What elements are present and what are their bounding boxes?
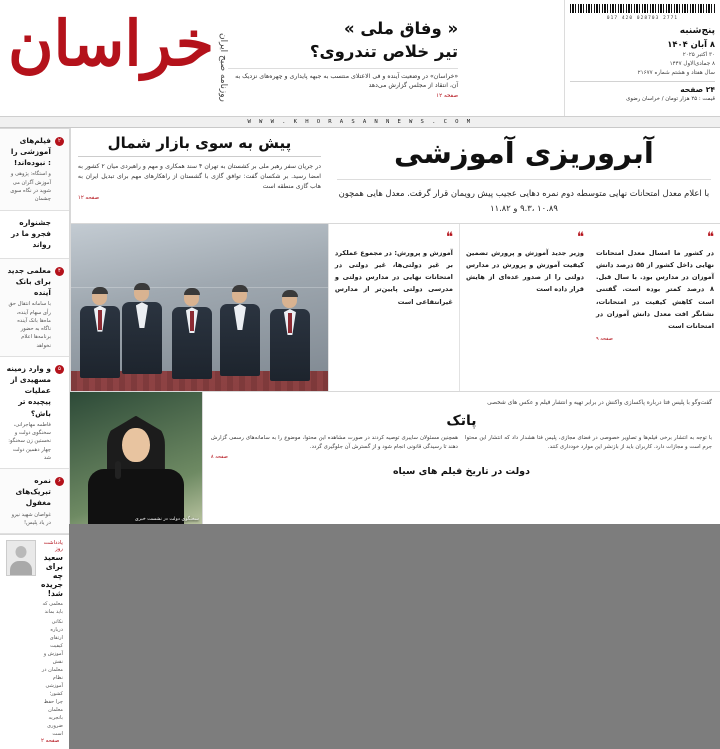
figure-head bbox=[282, 291, 297, 308]
page-body bbox=[0, 128, 720, 745]
logo-subtitle: روزنامه صبح ایران bbox=[218, 33, 229, 102]
photo-figure bbox=[220, 286, 260, 376]
top-stories-row bbox=[70, 128, 720, 224]
figure-hair bbox=[92, 287, 108, 294]
bottom-body-columns bbox=[211, 434, 712, 451]
sidebar-item-3[interactable] bbox=[0, 259, 69, 357]
bottom-photo bbox=[70, 392, 202, 524]
figure-hair bbox=[282, 290, 298, 297]
figure-tie bbox=[190, 311, 194, 331]
sidebar-note-text bbox=[41, 540, 63, 744]
main-story[interactable] bbox=[328, 128, 720, 223]
sidebar-item-4[interactable] bbox=[0, 357, 69, 469]
avatar-head bbox=[16, 546, 27, 558]
figure-hair bbox=[134, 283, 150, 290]
photo-podium bbox=[88, 469, 184, 524]
figure-shirt bbox=[234, 304, 246, 330]
sidebar-item-title: فیلم‌های آموزشی را : نبوده‌اند! bbox=[10, 136, 51, 168]
sidebar-note-subtitle: معلمی که باید بماند bbox=[42, 601, 63, 616]
barcode-number: 2771 028703 420 017 bbox=[606, 16, 679, 21]
sidebar-note-page-ref: صفحه ۲ bbox=[41, 738, 60, 745]
bottom-headline-secondary: دولت در تاریخ فیلم های سیاه bbox=[392, 466, 530, 478]
bottom-story[interactable] bbox=[202, 392, 720, 524]
masthead-info-panel bbox=[564, 0, 720, 127]
bottom-body-col1: با توجه به انتشار برخی فیلم‌ها و تصاویر خصوصی در فضای مجازی، پلیس فتا هشدار داد که انتشار این محتوا جرم است و مجازات دارد. کاربران باید از بازنشر این موارد خودداری کنند. bbox=[464, 435, 712, 450]
quote-column-1[interactable] bbox=[590, 224, 720, 391]
figure-head bbox=[184, 289, 199, 306]
lead-headline-line1: « وفاق ملی » bbox=[343, 19, 459, 39]
quote-column-2[interactable] bbox=[459, 224, 590, 391]
figure-body bbox=[220, 304, 260, 376]
north-page-ref: صفحه ۱۲ bbox=[77, 195, 100, 202]
bottom-headline: پاتک bbox=[446, 413, 477, 430]
quote-text: وزیر جدید آموزش و پرورش تضمین کیفیت آموزش و پرورش در مدارس دولتی را از صدور عده‌ای از هایش قرار داده است bbox=[465, 248, 584, 294]
figure-body bbox=[80, 306, 120, 378]
sidebar-item-title: معلمی جدید برای بانک آینده bbox=[7, 265, 51, 298]
sidebar-note-body: نکاتی درباره ارتقای کیفیت آموزش و نقش معلمان در نظام آموزشی کشور؛ چرا حفظ معلمان باتجربه ضروری است bbox=[41, 619, 63, 738]
microphone-icon bbox=[115, 461, 121, 479]
sidebar-item-5[interactable] bbox=[0, 469, 69, 534]
date-block bbox=[570, 25, 715, 78]
lead-headline-line2: تیر خلاص تندروی؟ bbox=[309, 41, 459, 61]
quote-text: آموزش و پرورش: در مجموع عملکرد بر غیر دولتی‌ها، غیر دولتی در امتحانات نهایی در مدارس دولتی و مدرسی دولتی پایین‌تر از مدارس غیرانتفاعی است bbox=[334, 248, 453, 306]
sidebar bbox=[0, 128, 70, 745]
website-url[interactable]: W W W . K H O R A S A N N E W S . C O M bbox=[0, 116, 720, 127]
sidebar-note-tag: یادداشت روز bbox=[43, 540, 63, 553]
bottom-photo-caption: سخنگوی دولت در نشست خبری bbox=[134, 517, 199, 522]
sidebar-item-1[interactable] bbox=[0, 129, 69, 211]
north-body: در جریان سفر رهبر ملی بر کشستان به تهران ۴ سند همکاری و مهم و راهبردی میان ۲ کشور به امضا رسید. بر شکسان گفت: توافق گازی با گشستان از راهکارهای مهم برای تبدیل ایران به هاب گازی منطقه است bbox=[77, 163, 321, 191]
quote-mark-icon: ❝ bbox=[445, 229, 453, 245]
photo-figure bbox=[122, 284, 162, 374]
sidebar-note[interactable] bbox=[0, 534, 69, 749]
main-kicker: با اعلام معدل امتحانات نهایی متوسطه دوم نمره دهایی عجیب پیش رو‌یمان قرار گرفت. معدل هایی همچون ۱۰.۸۹ ،۹.۳ و ۱۱.۸۲ bbox=[337, 179, 711, 217]
sidebar-item-desc: و استگاه: پژوهی و آموزش آگران می شوید در نگاه سوی چشمان bbox=[10, 171, 51, 203]
date-jalali: ۸ آبان ۱۴۰۴ bbox=[667, 39, 715, 50]
figure-tie bbox=[288, 313, 292, 333]
day-of-week: پنج‌شنبه bbox=[679, 26, 715, 36]
newspaper-logo[interactable] bbox=[8, 7, 229, 102]
mid-row bbox=[70, 224, 720, 392]
lead-headline[interactable] bbox=[228, 18, 458, 98]
north-market-story[interactable] bbox=[70, 128, 328, 223]
avatar bbox=[6, 540, 36, 576]
quote-text: در کشور ما امسال معدل امتحانات نهایی داخل کشور از ۵۵ درصد دانش آموزان در مدارس بود. با سال قبل. ۸ درصد کمتر بوده است. گفتنی است کاهش کیفیت در امتحانات، نشانگر افت معدل دانش آموزان در امتحانات است bbox=[595, 248, 714, 331]
figure-body bbox=[122, 302, 162, 374]
north-headline: پیش به سوی بازار شمال bbox=[78, 134, 321, 157]
figure-shirt bbox=[136, 302, 148, 328]
figure-head bbox=[232, 286, 247, 303]
pages-count: ۲۴ صفحه bbox=[680, 84, 715, 94]
sidebar-item-badge: ۲ bbox=[55, 137, 64, 146]
sidebar-item-title: جشنواره فجرو ما در رواند bbox=[11, 217, 51, 249]
quote-mark-icon: ❝ bbox=[576, 229, 584, 245]
main-headline: آبروریزی آموزشی bbox=[394, 136, 654, 170]
sidebar-note-title: سعید برای چه جریده شد! bbox=[41, 553, 63, 599]
quote-column-3[interactable] bbox=[328, 224, 459, 391]
figure-hair bbox=[184, 288, 200, 295]
main-column bbox=[70, 128, 720, 524]
masthead bbox=[0, 0, 720, 128]
sidebar-item-desc: با سامانه انتقال حق رأی سهام آینده، ماه‌ها بانک آینده ناگاه به حضور برنامه‌ها اعلام نخواهد bbox=[8, 301, 51, 349]
figure-body bbox=[172, 307, 212, 379]
figure-body bbox=[270, 309, 310, 381]
photo-figure bbox=[172, 289, 212, 379]
issue-line: سال هفتاد و هشتم شماره ۲۱۶۷۷ bbox=[637, 70, 715, 77]
sidebar-item-desc: غواصان شهید نیرو در یاد پلیس! bbox=[11, 511, 51, 526]
lead-page-ref: صفحه ۱۲ bbox=[436, 92, 459, 99]
date-gregorian: ۳۰ اکتبر ۲۰۲۵ bbox=[682, 52, 715, 59]
figure-head bbox=[134, 284, 149, 301]
sidebar-item-badge: ۵ bbox=[55, 365, 64, 374]
photo-face bbox=[122, 428, 150, 462]
logo-title: خراسان bbox=[8, 7, 215, 81]
date-hijri: ۸ جمادی‌الاول ۱۴۴۷ bbox=[669, 61, 715, 68]
figure-head bbox=[92, 288, 107, 305]
bottom-row bbox=[70, 392, 720, 524]
sidebar-item-title: نمره تبریک‌های مغفول bbox=[15, 476, 51, 508]
avatar-body bbox=[10, 561, 32, 575]
sidebar-item-title: و وارد زمینه مسهیدی از عملیات پیچیده تر باش؟ bbox=[6, 364, 51, 418]
sidebar-item-badge: ۶ bbox=[55, 477, 64, 486]
quote-page-ref: صفحه ۹ bbox=[595, 336, 613, 343]
masthead-title-area bbox=[0, 0, 564, 127]
bottom-body-col2: همچنین مسئولان سایبری توصیه کردند در صورت مشاهده این محتوا، موضوع را به سامانه‌های رسمی گزارش دهند تا رسیدگی قانونی انجام شود و از گسترش آن جلوگیری گردد. bbox=[210, 435, 458, 450]
barcode-icon bbox=[570, 4, 715, 13]
quote-mark-icon: ❝ bbox=[707, 229, 714, 245]
bottom-page-ref: صفحه ۸ bbox=[210, 454, 228, 461]
photo-figure bbox=[270, 291, 310, 381]
bottom-sub: گفت‌وگو با پلیس فتا درباره پاکسازی واکنش در برابر تهیه و انتشار فیلم و عکس های شخصی bbox=[487, 400, 712, 406]
figure-tie bbox=[98, 310, 102, 330]
photo-figure bbox=[80, 288, 120, 378]
sidebar-item-2[interactable] bbox=[0, 211, 69, 259]
lead-deck: «خراسان» در وضعیت آینده و فی الاعتلای منتسب به جبهه پایداری و چهره‌های نزدیک به آن، انتقاد از مجلس گزارش می‌دهد bbox=[228, 68, 458, 91]
figure-hair bbox=[232, 285, 248, 292]
sidebar-item-desc: فاطمه مهاجرانی، سخنگوی دولت و نخستین زن سخنگو: چهار دهمین دولت شد bbox=[8, 421, 51, 461]
divider bbox=[570, 81, 715, 82]
main-photo bbox=[70, 224, 328, 391]
quote-columns bbox=[328, 224, 720, 391]
price-line: قیمت : ۲۵ هزار تومان / خراسان رضوی bbox=[626, 95, 715, 102]
sidebar-item-badge: ۴ bbox=[55, 267, 64, 276]
